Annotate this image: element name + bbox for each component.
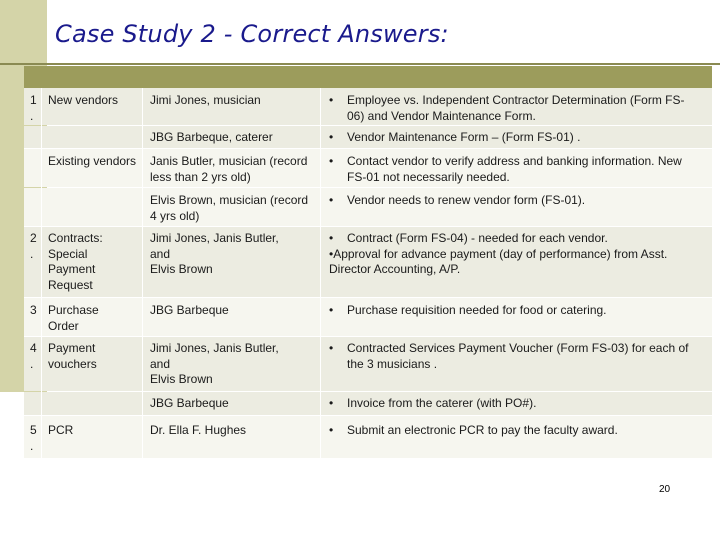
bullet: • (329, 130, 334, 144)
page-number: 20 (659, 484, 671, 495)
action-text: Employee vs. Independent Contractor Determination (Form FS-06) and Vendor Maintenance Form. (347, 93, 685, 123)
action-text: •Approval for advance payment (day of performance) from Asst. Director Accounting, A/P. (329, 246, 668, 276)
action-cell (329, 154, 689, 185)
row-divider (24, 297, 712, 298)
action-cell (329, 93, 689, 124)
column-divider (142, 88, 143, 458)
category-cell: Payment vouchers (48, 341, 97, 371)
action-cell (329, 231, 689, 278)
row-divider (142, 125, 712, 126)
bullet: • (329, 193, 334, 207)
category-cell: PCR (48, 423, 74, 437)
row-divider (142, 391, 712, 392)
row-number: 3 (30, 303, 37, 317)
action-cell (329, 193, 689, 209)
action-text: Contact vendor to verify address and banking information. New FS-01 not necessarily needed. (347, 154, 682, 184)
vendor-cell: JBG Barbeque, caterer (150, 130, 273, 144)
vendor-cell: Jimi Jones, musician (150, 93, 261, 107)
row-divider (24, 336, 712, 337)
bullet: • (329, 303, 334, 317)
vendor-cell: JBG Barbeque (150, 303, 229, 317)
category-cell: Existing vendors (48, 154, 137, 168)
table-header-band (24, 66, 712, 88)
vendor-cell: Janis Butler, musician (record less than 2 yrs old) (150, 154, 308, 184)
bullet: • (329, 341, 334, 355)
action-text: Invoice from the caterer (with PO#). (347, 396, 537, 410)
action-text: Vendor Maintenance Form – (Form FS-01) . (347, 130, 581, 144)
row-divider (142, 187, 712, 188)
vendor-cell: Jimi Jones, Janis Butler, and Elvis Brown (150, 341, 279, 386)
action-cell (329, 130, 689, 146)
action-cell (329, 396, 689, 412)
page-title: Case Study 2 - Correct Answers: (55, 20, 449, 48)
title-rule (0, 63, 720, 65)
bullet: • (329, 423, 334, 437)
row-number: 4 . (30, 341, 37, 371)
category-cell: New vendors (48, 93, 119, 107)
action-text: Submit an electronic PCR to pay the faculty award. (347, 423, 618, 437)
action-text: Purchase requisition needed for food or catering. (347, 303, 607, 317)
vendor-cell: Jimi Jones, Janis Butler, and Elvis Brown (150, 231, 279, 276)
action-line (329, 231, 689, 247)
action-cell (329, 303, 689, 319)
row-divider (24, 415, 712, 416)
row-divider (24, 226, 712, 227)
row-number: 2 . (30, 231, 37, 261)
answers-table (24, 66, 712, 460)
vendor-cell: JBG Barbeque (150, 396, 229, 410)
action-text: Contracted Services Payment Voucher (Form FS-03) for each of the 3 musicians . (347, 341, 689, 371)
action-cell (329, 341, 689, 372)
row-divider (24, 148, 712, 149)
row-number: 5 . (30, 423, 37, 453)
category-cell: Purchase Order (48, 303, 99, 333)
column-divider (41, 88, 42, 458)
bullet: • (329, 154, 334, 168)
action-text: Contract (Form FS-04) - needed for each vendor. (347, 231, 608, 245)
bullet: • (329, 396, 334, 410)
vendor-cell: Dr. Ella F. Hughes (150, 423, 247, 437)
vendor-cell: Elvis Brown, musician (record 4 yrs old) (150, 193, 309, 223)
row-number: 1 . (30, 93, 37, 123)
category-cell: Contracts: Special Payment Request (48, 231, 103, 292)
column-divider (320, 88, 321, 458)
bullet: • (329, 231, 334, 245)
action-cell (329, 423, 689, 439)
action-text: Vendor needs to renew vendor form (FS-01). (347, 193, 586, 207)
bullet: • (329, 93, 334, 107)
